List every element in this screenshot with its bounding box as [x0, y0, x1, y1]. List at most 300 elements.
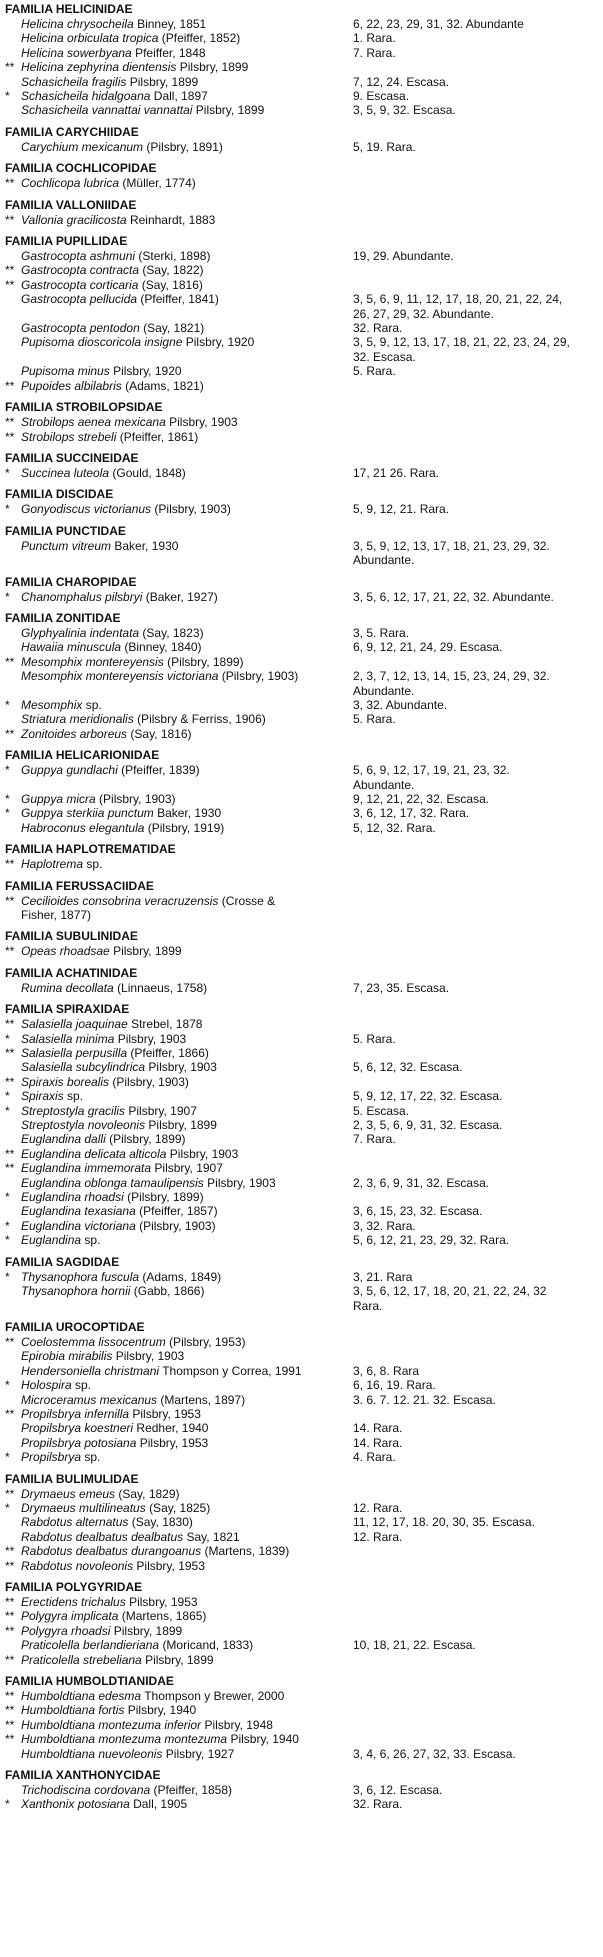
- species-entry: [0, 1544, 351, 1558]
- species-row: [0, 1515, 603, 1529]
- endemism-marker: **: [5, 893, 15, 908]
- locality-abundance: [353, 1501, 603, 1515]
- species-row: [0, 590, 603, 604]
- endemism-marker: **: [5, 415, 15, 430]
- species-entry: [0, 46, 351, 60]
- species-author: sp.: [75, 1378, 92, 1393]
- species-row: [0, 335, 603, 364]
- locality-abundance: [353, 1638, 603, 1652]
- species-row: [0, 1544, 603, 1558]
- species-entry: [0, 792, 351, 806]
- family-title: FAMILIA SAGDIDAE: [5, 1254, 120, 1269]
- family-title: FAMILIA XANTHONYCIDAE: [5, 1768, 161, 1783]
- species-entry: [0, 278, 351, 292]
- locality-abundance: [353, 1032, 603, 1046]
- locality-abundance: [353, 626, 603, 640]
- species-name: Cochlicopa lubrica: [21, 176, 120, 191]
- species-name: Chanomphalus pilsbryi: [21, 589, 143, 604]
- species-entry: [0, 1797, 351, 1811]
- locality-line: 6, 9, 12, 21, 24, 29. Escasa.: [353, 640, 503, 655]
- species-author: Pilsbry, 1903: [207, 1175, 276, 1190]
- species-row: [0, 1204, 603, 1218]
- species-author: Dall, 1897: [153, 89, 208, 104]
- species-row: [0, 944, 603, 958]
- species-author: Thompson y Correa, 1991: [162, 1363, 302, 1378]
- family-section: [0, 451, 603, 480]
- species-entry: [0, 1147, 351, 1161]
- species-name: Propilsbrya: [21, 1450, 82, 1465]
- family-section: [0, 611, 603, 741]
- locality-line: 26, 27, 29, 32. Abundante.: [353, 306, 494, 321]
- species-row: [0, 1624, 603, 1638]
- species-name: Humboldtiana montezuma inferior: [21, 1717, 202, 1732]
- species-entry: [0, 763, 351, 792]
- family-section: [0, 1768, 603, 1812]
- species-row: [0, 1161, 603, 1175]
- species-name: Pupoides albilabris: [21, 378, 122, 393]
- species-entry: [0, 213, 351, 227]
- family-section: [0, 929, 603, 958]
- species-name: Strobilops aenea mexicana: [21, 415, 166, 430]
- species-author: (Martens, 1897): [160, 1392, 246, 1407]
- species-name: Euglandina delicata alticola: [21, 1146, 167, 1161]
- species-name: Thysanophora hornii: [21, 1284, 131, 1299]
- species-row: [0, 727, 603, 741]
- locality-abundance: [353, 321, 603, 335]
- species-entry: [0, 249, 351, 263]
- species-name: Cecilioides consobrina veracruzensis: [21, 893, 219, 908]
- species-row: [0, 1689, 603, 1703]
- locality-abundance: [353, 364, 603, 378]
- locality-line: 5. Rara.: [353, 1031, 396, 1046]
- locality-abundance: [353, 821, 603, 835]
- species-entry: [0, 1407, 351, 1421]
- family-section: [0, 125, 603, 154]
- species-author: Say, 1821: [186, 1529, 240, 1544]
- species-entry: [0, 806, 351, 820]
- species-author: (Martens, 1839): [204, 1544, 290, 1559]
- endemism-marker: **: [5, 726, 15, 741]
- species-entry: [0, 712, 351, 726]
- locality-abundance: [353, 1797, 603, 1811]
- endemism-marker: *: [5, 806, 10, 821]
- species-row: [0, 17, 603, 31]
- species-row: [0, 1530, 603, 1544]
- family-section: [0, 400, 603, 444]
- endemism-marker: **: [5, 429, 15, 444]
- species-name: Gastrocopta corticaria: [21, 277, 139, 292]
- species-row: [0, 1284, 603, 1313]
- species-entry: [0, 263, 351, 277]
- species-author: (Pilsbry, 1891): [146, 139, 223, 154]
- locality-line: 5. Rara.: [353, 712, 396, 727]
- family-section: [0, 842, 603, 871]
- species-author: (Pilsbry, 1903): [99, 791, 176, 806]
- locality-abundance: [353, 1364, 603, 1378]
- endemism-marker: **: [5, 1652, 15, 1667]
- locality-line: 5. Escasa.: [353, 1103, 410, 1118]
- locality-line: Abundante.: [353, 683, 415, 698]
- endemism-marker: **: [5, 857, 15, 872]
- endemism-marker: *: [5, 465, 10, 480]
- species-name: Streptostyla gracilis: [21, 1103, 126, 1118]
- endemism-marker: *: [5, 697, 10, 712]
- species-entry: [0, 1732, 351, 1746]
- species-name: Helicina sowerbyana: [21, 45, 132, 60]
- species-entry: [0, 75, 351, 89]
- locality-abundance: [353, 698, 603, 712]
- species-name: Praticolella berlandieriana: [21, 1638, 160, 1653]
- endemism-marker: **: [5, 1046, 15, 1061]
- species-entry: [0, 502, 351, 516]
- locality-line: 3, 21. Rara: [353, 1269, 413, 1284]
- species-name: Salasiella minima: [21, 1031, 115, 1046]
- species-row: [0, 1075, 603, 1089]
- species-entry: [0, 1515, 351, 1529]
- species-author: Reinhardt, 1883: [129, 212, 216, 227]
- species-name: Schasicheila fragilis: [21, 74, 127, 89]
- species-row: [0, 698, 603, 712]
- species-name: Euglandina rhoadsi: [21, 1190, 124, 1205]
- species-row: [0, 1378, 603, 1392]
- locality-abundance: [353, 502, 603, 516]
- species-name: Helicina chrysocheila: [21, 17, 134, 31]
- species-name: Mesomphix montereyensis victoriana: [21, 669, 219, 684]
- locality-abundance: [353, 1270, 603, 1284]
- locality-line: 3, 5, 6, 12, 17, 18, 20, 21, 22, 24, 32: [353, 1284, 547, 1299]
- endemism-marker: **: [5, 263, 15, 278]
- species-entry: [0, 1393, 351, 1407]
- endemism-marker: **: [5, 1544, 15, 1559]
- species-row: [0, 1046, 603, 1060]
- species-entry: [0, 1450, 351, 1464]
- species-row: [0, 1132, 603, 1146]
- family-section: [0, 1674, 603, 1761]
- locality-abundance: [353, 1421, 603, 1435]
- species-entry: [0, 894, 351, 923]
- locality-line: 1. Rara.: [353, 31, 396, 46]
- species-name: Gastrocopta ashmuni: [21, 249, 136, 264]
- species-row: [0, 1732, 603, 1746]
- species-entry: [0, 1609, 351, 1623]
- species-name: Spiraxis: [21, 1089, 64, 1104]
- endemism-marker: **: [5, 176, 15, 191]
- species-entry: [0, 1718, 351, 1732]
- species-author: Pilsbry, 1899: [113, 1623, 183, 1638]
- family-title: FAMILIA ZONITIDAE: [5, 610, 121, 625]
- species-row: [0, 1089, 603, 1103]
- species-name: Coelostemma lissocentrum: [21, 1334, 166, 1349]
- species-row: [0, 46, 603, 60]
- species-entry: [0, 415, 351, 429]
- species-author: (Pfeiffer, 1861): [119, 429, 199, 444]
- species-name: Striatura meridionalis: [21, 712, 134, 727]
- species-row: [0, 1104, 603, 1118]
- species-row: [0, 1017, 603, 1031]
- locality-abundance: [353, 1783, 603, 1797]
- family-title: FAMILIA STROBILOPSIDAE: [5, 400, 163, 415]
- locality-abundance: [353, 590, 603, 604]
- species-name: Helicina zephyrina dientensis: [21, 60, 177, 75]
- species-author: (Pilsbry, 1903): [221, 669, 299, 684]
- locality-abundance: [353, 539, 603, 568]
- species-row: [0, 806, 603, 820]
- family-section: [0, 487, 603, 516]
- species-entry: [0, 1017, 351, 1031]
- species-row: [0, 857, 603, 871]
- endemism-marker: *: [5, 589, 10, 604]
- species-author: Pilsbry, 1907: [128, 1103, 197, 1118]
- endemism-marker: **: [5, 212, 15, 227]
- endemism-marker: *: [5, 1797, 10, 1812]
- locality-line: 10, 18, 21, 22. Escasa.: [353, 1638, 476, 1653]
- locality-abundance: [353, 140, 603, 154]
- species-author: (Binney, 1840): [124, 640, 202, 655]
- species-name: Epirobia mirabilis: [21, 1349, 113, 1364]
- family-title: FAMILIA COCHLICOPIDAE: [5, 161, 157, 176]
- species-row: [0, 1487, 603, 1501]
- endemism-marker: **: [5, 1161, 15, 1176]
- family-section: [0, 524, 603, 568]
- endemism-marker: **: [5, 654, 15, 669]
- species-row: [0, 712, 603, 726]
- species-row: [0, 539, 603, 568]
- species-entry: [0, 821, 351, 835]
- species-row: [0, 626, 603, 640]
- species-entry: [0, 1104, 351, 1118]
- endemism-marker: **: [5, 1703, 15, 1718]
- locality-abundance: [353, 1204, 603, 1218]
- species-entry: [0, 103, 351, 117]
- species-name: Euglandina: [21, 1233, 82, 1248]
- species-entry: [0, 176, 351, 190]
- species-row: [0, 669, 603, 698]
- species-entry: [0, 698, 351, 712]
- species-author: Pilsbry, 1903: [115, 1349, 185, 1364]
- species-row: [0, 292, 603, 321]
- species-row: [0, 364, 603, 378]
- locality-line: 32. Rara.: [353, 321, 403, 336]
- locality-line: 5. Rara.: [353, 364, 396, 379]
- locality-abundance: [353, 1132, 603, 1146]
- species-author: (Pfeiffer, 1857): [139, 1204, 218, 1219]
- species-entry: [0, 1653, 351, 1667]
- species-row: [0, 640, 603, 654]
- locality-abundance: [353, 1530, 603, 1544]
- endemism-marker: *: [5, 1500, 10, 1515]
- locality-abundance: [353, 1104, 603, 1118]
- locality-line: 3, 5, 9, 12, 13, 17, 18, 21, 23, 29, 32.: [353, 538, 550, 553]
- species-entry: [0, 17, 351, 31]
- locality-abundance: [353, 1378, 603, 1392]
- species-name: Propilsbrya koestneri: [21, 1421, 134, 1436]
- species-author: Strebel, 1878: [131, 1017, 203, 1032]
- family-title: FAMILIA FERUSSACIIDAE: [5, 878, 154, 893]
- species-author: (Say, 1816): [130, 726, 192, 741]
- species-name: Euglandina immemorata: [21, 1161, 152, 1176]
- species-name: Euglandina oblonga tamaulipensis: [21, 1175, 204, 1190]
- species-name: Drymaeus emeus: [21, 1486, 116, 1501]
- species-author: Pilsbry, 1953: [139, 1435, 209, 1450]
- family-section: [0, 1580, 603, 1667]
- species-row: [0, 1393, 603, 1407]
- species-author: Pfeiffer, 1848: [135, 45, 206, 60]
- endemism-marker: *: [5, 1378, 10, 1393]
- locality-abundance: [353, 335, 603, 364]
- locality-line: 9, 12, 21, 22, 32. Escasa.: [353, 791, 490, 806]
- species-author: Pilsbry, 1953: [136, 1558, 205, 1573]
- species-author: (Gabb, 1866): [133, 1284, 205, 1299]
- endemism-marker: **: [5, 1074, 15, 1089]
- species-name: Polygyra implicata: [21, 1609, 119, 1624]
- locality-line: 17, 21 26. Rara.: [353, 465, 440, 480]
- species-name: Humboldtiana edesma: [21, 1689, 142, 1704]
- species-row: [0, 1718, 603, 1732]
- species-author: Pilsbry, 1920: [185, 335, 255, 350]
- species-entry: [0, 590, 351, 604]
- locality-line: 4. Rara.: [353, 1450, 396, 1465]
- species-name: Trichodiscina cordovana: [21, 1783, 151, 1798]
- endemism-marker: **: [5, 1732, 15, 1747]
- locality-line: 14. Rara.: [353, 1435, 403, 1450]
- species-name: Haplotrema: [21, 857, 84, 872]
- endemism-marker: **: [5, 1595, 15, 1609]
- endemism-marker: *: [5, 502, 10, 517]
- species-name: Schasicheila vannattai vannattai: [21, 103, 193, 118]
- family-title: FAMILIA HELICARIONIDAE: [5, 748, 160, 763]
- locality-line: 5, 6, 9, 12, 17, 19, 21, 23, 32.: [353, 763, 510, 778]
- species-row: [0, 1638, 603, 1652]
- species-name: Salasiella perpusilla: [21, 1046, 128, 1061]
- species-row: [0, 1349, 603, 1363]
- species-author: Pilsbry, 1899: [145, 1652, 214, 1667]
- species-author: (Pfeiffer, 1839): [121, 763, 200, 778]
- locality-line: 32. Escasa.: [353, 349, 416, 364]
- species-row: [0, 415, 603, 429]
- species-entry: [0, 857, 351, 871]
- species-entry: [0, 364, 351, 378]
- species-author: Pilsbry, 1899: [113, 944, 182, 959]
- locality-line: 3, 5, 6, 12, 17, 21, 22, 32. Abundante.: [353, 589, 554, 604]
- species-name: Habroconus elegantula: [21, 820, 145, 835]
- endemism-marker: *: [5, 763, 10, 778]
- species-entry: [0, 31, 351, 45]
- species-author: Binney, 1851: [137, 17, 207, 31]
- species-name: Strobilops strebeli: [21, 429, 117, 444]
- locality-line: 5, 9, 12, 17, 22, 32. Escasa.: [353, 1089, 503, 1104]
- locality-line: 2, 3, 7, 12, 13, 14, 15, 23, 24, 29, 32.: [353, 669, 550, 684]
- species-entry: [0, 1703, 351, 1717]
- family-title: FAMILIA PUNCTIDAE: [5, 523, 126, 538]
- species-row: [0, 140, 603, 154]
- locality-abundance: [353, 1233, 603, 1247]
- endemism-marker: *: [5, 791, 10, 806]
- species-entry: [0, 655, 351, 669]
- species-author: Pilsbry, 1903: [117, 1031, 187, 1046]
- species-author: (Martens, 1865): [121, 1609, 207, 1624]
- species-entry: [0, 1559, 351, 1573]
- species-author: (Say, 1821): [143, 321, 205, 336]
- locality-abundance: [353, 806, 603, 820]
- species-name: Pupisoma dioscoricola insigne: [21, 335, 183, 350]
- species-row: [0, 1747, 603, 1761]
- family-title: FAMILIA VALLONIIDAE: [5, 197, 137, 212]
- species-author: (Pilsbry, 1899): [109, 1132, 186, 1147]
- family-title: FAMILIA ACHATINIDAE: [5, 965, 138, 980]
- species-author: (Adams, 1849): [142, 1269, 222, 1284]
- species-name: Gastrocopta pellucida: [21, 292, 138, 307]
- species-name: Schasicheila hidalgoana: [21, 89, 151, 104]
- species-entry: [0, 1501, 351, 1515]
- species-author: (Pilsbry, 1919): [147, 820, 225, 835]
- locality-abundance: [353, 46, 603, 60]
- locality-line: 6, 22, 23, 29, 31, 32. Abundante: [353, 17, 524, 31]
- species-entry: [0, 539, 351, 568]
- species-name: Mesomphix: [21, 697, 83, 712]
- species-author: (Adams, 1821): [125, 378, 204, 393]
- species-name: Opeas rhoadsae: [21, 944, 110, 959]
- endemism-marker: **: [5, 378, 15, 393]
- family-section: [0, 1320, 603, 1465]
- species-row: [0, 1233, 603, 1247]
- locality-line: 3, 6, 15, 23, 32. Escasa.: [353, 1204, 483, 1219]
- species-entry: [0, 1161, 351, 1175]
- species-author: (Pilsbry, 1899): [167, 654, 244, 669]
- family-section: [0, 234, 603, 393]
- species-name: Salasiella joaquinae: [21, 1017, 128, 1032]
- locality-abundance: [353, 1060, 603, 1074]
- species-row: [0, 1653, 603, 1667]
- species-author: sp.: [84, 1450, 101, 1465]
- species-author: (Say, 1825): [149, 1500, 211, 1515]
- species-entry: [0, 321, 351, 335]
- species-name: Humboldtiana nuevoleonis: [21, 1746, 163, 1761]
- locality-abundance: [353, 1747, 603, 1761]
- locality-abundance: [353, 669, 603, 698]
- locality-abundance: [353, 103, 603, 117]
- species-name: Holospira: [21, 1378, 72, 1393]
- species-name: Mesomphix montereyensis: [21, 654, 164, 669]
- endemism-marker: **: [5, 1406, 15, 1421]
- locality-abundance: [353, 1219, 603, 1233]
- species-row: [0, 1609, 603, 1623]
- locality-line: 7. Rara.: [353, 1132, 396, 1147]
- species-name: Streptostyla novoleonis: [21, 1118, 146, 1133]
- species-name: Hawaiia minuscula: [21, 640, 122, 655]
- species-row: [0, 249, 603, 263]
- species-row: [0, 213, 603, 227]
- locality-abundance: [353, 763, 603, 792]
- species-name: Gastrocopta pentodon: [21, 321, 140, 336]
- endemism-marker: *: [5, 1089, 10, 1104]
- locality-abundance: [353, 1176, 603, 1190]
- species-entry: [0, 1436, 351, 1450]
- endemism-marker: *: [5, 1233, 10, 1248]
- locality-line: 3. 6. 7. 12. 21. 32. Escasa.: [353, 1392, 496, 1407]
- endemism-marker: **: [5, 1146, 15, 1161]
- locality-line: 5, 6, 12, 21, 23, 29, 32. Rara.: [353, 1233, 510, 1248]
- family-title: FAMILIA BULIMULIDAE: [5, 1471, 139, 1486]
- species-row: [0, 1436, 603, 1450]
- species-name: Erectidens trichalus: [21, 1595, 126, 1609]
- species-row: [0, 1703, 603, 1717]
- locality-line: 3, 5, 9, 32. Escasa.: [353, 103, 456, 118]
- species-author: (Pfeiffer, 1866): [130, 1046, 209, 1061]
- locality-line: 3, 5, 9, 12, 13, 17, 18, 21, 22, 23, 24, 29,: [353, 335, 570, 350]
- species-author: Pilsbry, 1903: [169, 415, 238, 430]
- species-row: [0, 821, 603, 835]
- endemism-marker: *: [5, 1269, 10, 1284]
